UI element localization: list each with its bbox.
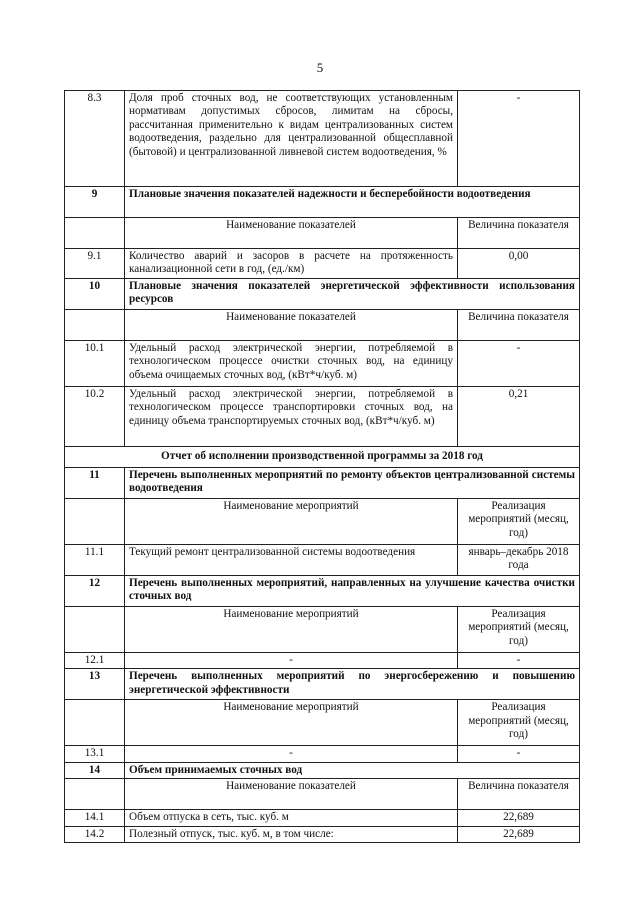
section-number: 9 [65,187,125,218]
section-number: 10 [65,279,125,310]
header-row [65,607,580,653]
empty-cell [65,779,125,810]
column-header-name: Наименование мероприятий [125,499,458,545]
row-number: 8.3 [65,91,125,187]
table-row [65,545,580,576]
indicator-name: Количество аварий и засоров в расчете на протяженность канализационной сети в год, (ед./км) [125,249,458,279]
column-header-value: Реализация мероприятий (месяц, год) [458,499,580,545]
column-header-value: Величина показателя [458,779,580,810]
row-number: 10.2 [65,387,125,447]
section-row [65,762,580,778]
indicator-name: Объем отпуска в сеть, тыс. куб. м [125,810,458,826]
measure-name: Текущий ремонт централизованной системы водоотведения [125,545,458,576]
row-number: 9.1 [65,249,125,279]
section-title: Перечень выполненных мероприятий по ремонту объектов централизованной системы водоотведения [125,468,580,499]
page-number: 5 [316,60,324,75]
table-row [65,746,580,762]
empty-cell [65,700,125,746]
header-row [65,218,580,249]
column-header-value: Величина показателя [458,218,580,249]
header-row [65,779,580,810]
report-heading: Отчет об исполнении производственной программы за 2018 год [65,447,580,468]
indicator-value: 0,21 [458,387,580,447]
table-row [65,826,580,842]
table-row [65,91,580,187]
column-header-name: Наименование показателей [125,310,458,341]
indicator-value: - [458,91,580,187]
row-number: 13.1 [65,746,125,762]
column-header-name: Наименование показателей [125,218,458,249]
indicator-name: Удельный расход электрической энергии, потребляемой в технологическом процессе транспортировки сточных вод, на единицу объема транспортируемых сточных вод, (кВт*ч/куб. м) [125,387,458,447]
header-row [65,310,580,341]
indicator-name: Удельный расход электрической энергии, потребляемой в технологическом процессе очистки сточных вод, на единицу объема очищаемых сточных вод, (кВт*ч/куб. м) [125,341,458,387]
section-number: 11 [65,468,125,499]
header-row [65,499,580,545]
table-row [65,653,580,669]
section-title: Перечень выполненных мероприятий по энергосбережению и повышению энергетической эффективности [125,669,580,700]
section-title: Плановые значения показателей энергетической эффективности использования ресурсов [125,279,580,310]
measure-name: - [125,653,458,669]
section-row [65,187,580,218]
indicators-table [64,90,580,843]
empty-cell [65,607,125,653]
measure-period: - [458,746,580,762]
indicator-name: Доля проб сточных вод, не соответствующих установленным нормативам допустимых сбросов, лимитам на сбросы, рассчитанная применительно к видам централизованных систем водоотведения, раздельно для централизованной общесплавной (бытовой) и централизованной ливневой систем водоотведения, % [125,91,458,187]
column-header-value: Реализация мероприятий (месяц, год) [458,607,580,653]
table-row [65,810,580,826]
column-header-name: Наименование мероприятий [125,607,458,653]
column-header-name: Наименование мероприятий [125,700,458,746]
indicator-value: - [458,341,580,387]
report-heading-row [65,447,580,468]
table-row [65,249,580,279]
section-row [65,279,580,310]
section-title: Перечень выполненных мероприятий, направленных на улучшение качества очистки сточных вод [125,576,580,607]
column-header-value: Величина показателя [458,310,580,341]
measure-period: январь–декабрь 2018 года [458,545,580,576]
measure-period: - [458,653,580,669]
empty-cell [65,499,125,545]
row-number: 10.1 [65,341,125,387]
indicator-value: 0,00 [458,249,580,279]
row-number: 11.1 [65,545,125,576]
indicator-value: 22,689 [458,810,580,826]
section-number: 13 [65,669,125,700]
header-row [65,700,580,746]
column-header-value: Реализация мероприятий (месяц, год) [458,700,580,746]
section-row [65,468,580,499]
empty-cell [65,310,125,341]
row-number: 14.1 [65,810,125,826]
table-row [65,341,580,387]
table-row [65,387,580,447]
section-number: 12 [65,576,125,607]
indicator-name: Полезный отпуск, тыс. куб. м, в том числе: [125,826,458,842]
row-number: 12.1 [65,653,125,669]
section-row [65,669,580,700]
row-number: 14.2 [65,826,125,842]
section-row [65,576,580,607]
section-number: 14 [65,762,125,778]
section-title: Объем принимаемых сточных вод [125,762,580,778]
section-title: Плановые значения показателей надежности и бесперебойности водоотведения [125,187,580,218]
measure-name: - [125,746,458,762]
column-header-name: Наименование показателей [125,779,458,810]
empty-cell [65,218,125,249]
indicator-value: 22,689 [458,826,580,842]
